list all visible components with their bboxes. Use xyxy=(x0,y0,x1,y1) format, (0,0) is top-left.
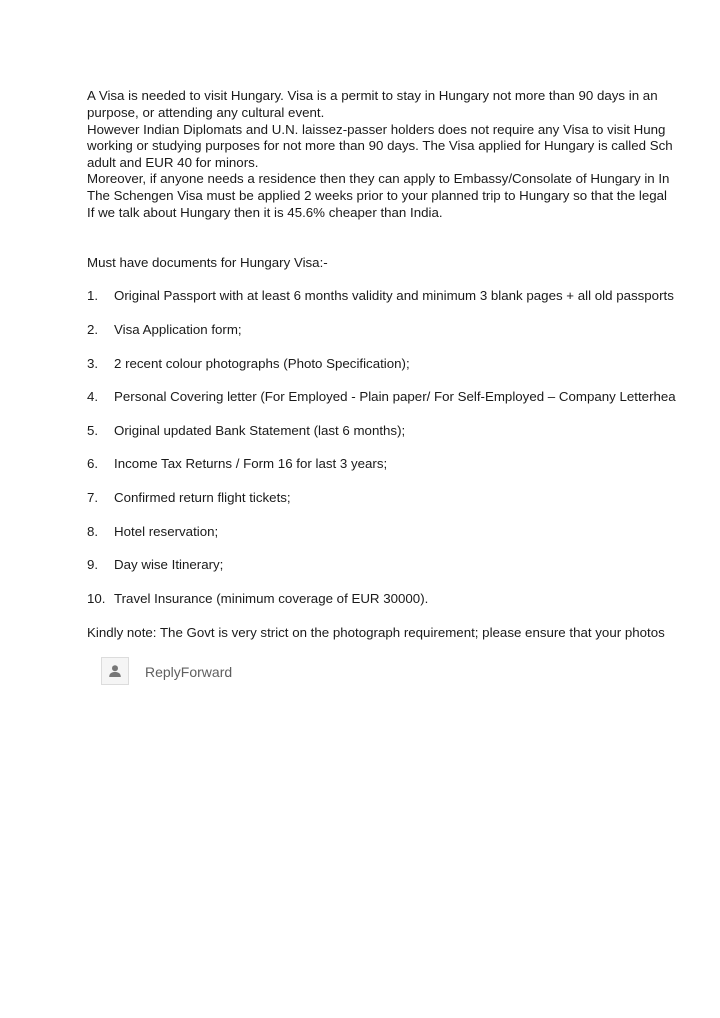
documents-heading: Must have documents for Hungary Visa:- xyxy=(87,255,328,270)
list-item xyxy=(87,456,387,472)
list-item-number: 3. xyxy=(87,356,99,371)
intro-line: working or studying purposes for not more than 90 days. The Visa applied for Hungary is called Sch xyxy=(87,138,673,153)
intro-line: A Visa is needed to visit Hungary. Visa is a permit to stay in Hungary not more than 90 days in an xyxy=(87,88,658,103)
list-item xyxy=(87,389,676,405)
list-item-number: 4. xyxy=(87,389,99,404)
list-item-text: Hotel reservation; xyxy=(114,524,219,539)
intro-line: If we talk about Hungary then it is 45.6% cheaper than India. xyxy=(87,205,443,220)
list-item-number: 1. xyxy=(87,288,99,303)
intro-line: The Schengen Visa must be applied 2 weeks prior to your planned trip to Hungary so that the legal xyxy=(87,188,667,203)
list-item-number: 10. xyxy=(87,591,106,606)
list-item-number: 6. xyxy=(87,456,99,471)
list-item-text: Visa Application form; xyxy=(114,322,242,337)
avatar[interactable] xyxy=(101,657,129,685)
list-item-text: Personal Covering letter (For Employed - Plain paper/ For Self-Employed – Company Letterhea xyxy=(114,389,676,404)
list-item-number: 7. xyxy=(87,490,99,505)
list-item-text: Original updated Bank Statement (last 6 months); xyxy=(114,423,406,438)
list-item xyxy=(87,288,674,304)
list-item-text: Confirmed return flight tickets; xyxy=(114,490,291,505)
list-item-text: 2 recent colour photographs (Photo Specification); xyxy=(114,356,410,371)
list-item-number: 5. xyxy=(87,423,99,438)
list-item xyxy=(87,557,223,573)
list-item xyxy=(87,490,291,506)
list-item xyxy=(87,322,242,338)
reply-forward-link[interactable]: ReplyForward xyxy=(145,664,233,680)
intro-line: adult and EUR 40 for minors. xyxy=(87,155,259,170)
list-item-text: Day wise Itinerary; xyxy=(114,557,224,572)
note-text: Kindly note: The Govt is very strict on the photograph requirement; please ensure that your photos xyxy=(87,625,665,640)
list-item xyxy=(87,524,218,540)
list-item-text: Income Tax Returns / Form 16 for last 3 years; xyxy=(114,456,388,471)
intro-line: purpose, or attending any cultural event. xyxy=(87,105,325,120)
list-item-number: 9. xyxy=(87,557,99,572)
list-item-number: 8. xyxy=(87,524,99,539)
list-item xyxy=(87,356,410,372)
list-item-number: 2. xyxy=(87,322,99,337)
list-item xyxy=(87,591,428,607)
list-item-text: Original Passport with at least 6 months validity and minimum 3 blank pages + all old passports xyxy=(114,288,674,303)
person-icon xyxy=(108,664,122,678)
intro-line: However Indian Diplomats and U.N. laissez-passer holders does not require any Visa to visit Hung xyxy=(87,122,666,137)
intro-line: Moreover, if anyone needs a residence then they can apply to Embassy/Consolate of Hungary in In xyxy=(87,171,670,186)
list-item xyxy=(87,423,405,439)
list-item-text: Travel Insurance (minimum coverage of EUR 30000). xyxy=(114,591,429,606)
